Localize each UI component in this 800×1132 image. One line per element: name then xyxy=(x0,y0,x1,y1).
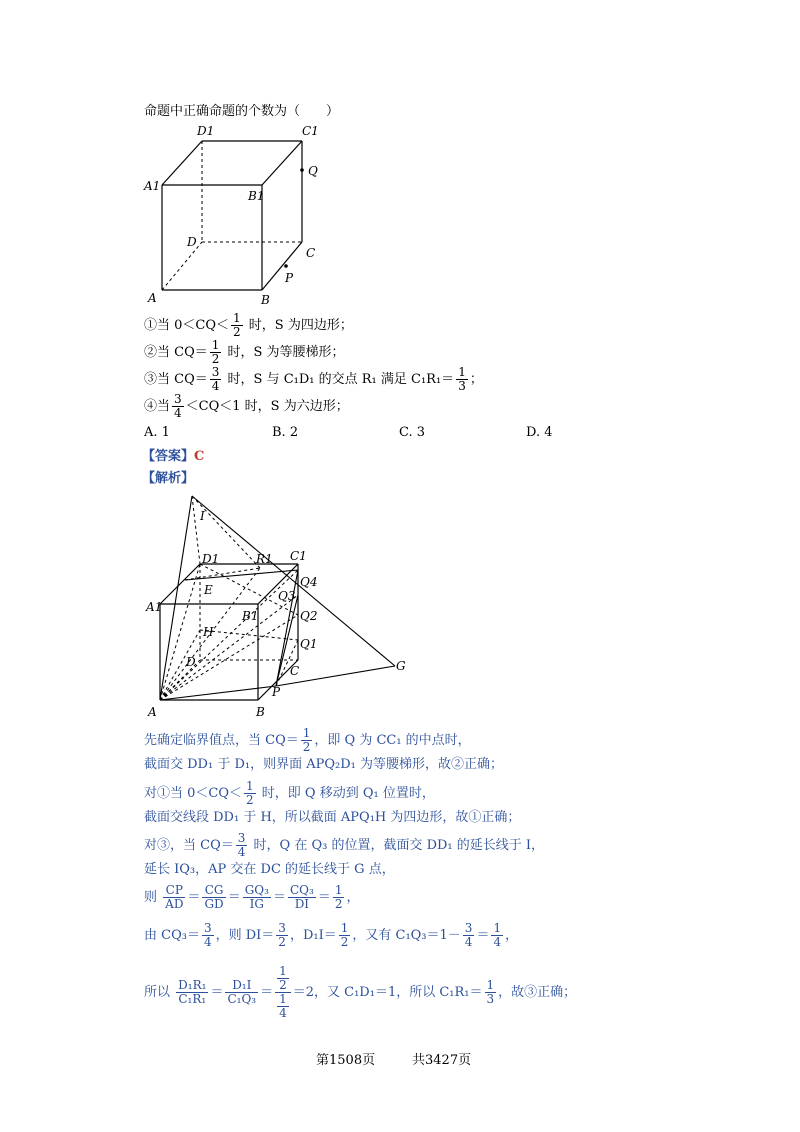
svg-text:B: B xyxy=(256,705,265,719)
svg-text:A: A xyxy=(148,291,157,305)
svg-text:Q4: Q4 xyxy=(300,575,318,589)
answer-line xyxy=(142,448,204,466)
svg-text:C1: C1 xyxy=(302,124,319,138)
svg-text:E: E xyxy=(204,583,213,597)
option-a: A. 1 xyxy=(144,425,170,440)
analysis-line-6: 延长 IQ₃，AP 交在 DC 的延长线于 G 点， xyxy=(144,862,395,877)
analysis-line-7: 则 $\frac{CP}{AD}$ ＝ $\frac{CG}{GD}$ ＝ $\frac{\text{GQ₃}}{IG}$ ＝ $\frac{\text{CQ₃}}{DI}$ ＝ $\frac{1}{2}$ ， xyxy=(144,883,360,911)
svg-text:A1: A1 xyxy=(146,600,163,614)
svg-text:D1: D1 xyxy=(197,124,215,138)
proposition-2: ②当 CQ＝ $\frac{1}{2}$ 时，S 为等腰梯形； xyxy=(144,338,345,366)
analysis-line-8: 由 CQ₃＝ $\frac{3}{4}$ ，则 DI＝ $\frac{3}{2}$ ，D₁I＝ $\frac{1}{2}$ ，又有 C₁Q₃＝1－ $\frac{3}{4}$ ＝ $\frac{1}{4}$ ， xyxy=(144,921,519,949)
svg-text:P: P xyxy=(272,685,281,699)
proposition-1: ①当 0＜CQ＜ $\frac{1}{2}$ 时，S 为四边形； xyxy=(144,311,353,339)
svg-text:Q: Q xyxy=(308,164,318,178)
svg-text:Q2: Q2 xyxy=(300,609,318,623)
page-number: 第1508页 xyxy=(316,1053,376,1068)
option-c: C. 3 xyxy=(399,425,426,440)
svg-text:B: B xyxy=(261,293,270,307)
analysis-tag: 【解析】 xyxy=(142,471,195,486)
svg-text:A: A xyxy=(148,705,157,719)
svg-text:B1: B1 xyxy=(248,189,265,203)
svg-text:H: H xyxy=(203,625,214,639)
svg-text:Q3: Q3 xyxy=(278,589,296,603)
analysis-line-3: 对①当 0＜CQ＜ $\frac{1}{2}$ 时，即 Q 移动到 Q₁ 位置时， xyxy=(144,779,435,807)
analysis-line-1: 先确定临界值点，当 CQ＝ $\frac{1}{2}$ ，即 Q 为 CC₁ 的中点时， xyxy=(144,726,471,754)
analysis-line-9: 所以 $\frac{\text{D₁R₁}}{\text{C₁R₁}}$ ＝ $\frac{\text{D₁I}}{\text{C₁Q₃}}$ ＝ $\frac{\frac{1}{2}}{\frac{1}{4}}$ ＝2，又 C₁D₁＝1，所以 C₁R₁＝ $\frac{1}{3}$ ，故③正确； xyxy=(144,964,577,1020)
svg-text:D1: D1 xyxy=(202,552,220,566)
svg-text:A1: A1 xyxy=(144,179,161,193)
question-stem: 命题中正确命题的个数为（ ） xyxy=(144,104,340,119)
svg-text:C: C xyxy=(306,246,316,260)
svg-text:I: I xyxy=(200,509,205,523)
svg-text:Q1: Q1 xyxy=(300,637,318,651)
answer-tag: 【答案】 xyxy=(142,449,195,464)
analysis-line-2: 截面交 DD₁ 于 D₁，则界面 APQ₂D₁ 为等腰梯形，故②正确； xyxy=(144,757,503,772)
analysis-line-5: 对③，当 CQ＝ $\frac{3}{4}$ 时，Q 在 Q₃ 的位置，截面交 DD₁ 的延长线于 I， xyxy=(144,831,545,859)
page-total: 共3427页 xyxy=(412,1053,472,1068)
proposition-4: ④当 $\frac{3}{4}$ ＜CQ＜1 时，S 为六边形； xyxy=(144,392,349,420)
cube-figure xyxy=(140,118,340,308)
svg-text:D: D xyxy=(186,655,196,669)
answer-value: C xyxy=(194,449,205,464)
svg-text:D: D xyxy=(187,235,197,249)
svg-text:C: C xyxy=(290,664,300,678)
option-b: B. 2 xyxy=(272,425,299,440)
svg-text:R1: R1 xyxy=(256,552,273,566)
svg-text:B1: B1 xyxy=(242,609,259,623)
svg-text:G: G xyxy=(396,659,406,673)
option-d: D. 4 xyxy=(526,425,553,440)
proposition-3: ③当 CQ＝ $\frac{3}{4}$ 时，S 与 C₁D₁ 的交点 R₁ 满足 C₁R₁＝ $\frac{1}{3}$ ； xyxy=(144,365,483,393)
analysis-line-4: 截面交线段 DD₁ 于 H，所以截面 APQ₁H 为四边形，故①正确； xyxy=(144,810,521,825)
section-figure xyxy=(140,490,430,722)
svg-text:P: P xyxy=(285,271,294,285)
svg-text:C1: C1 xyxy=(290,549,307,563)
